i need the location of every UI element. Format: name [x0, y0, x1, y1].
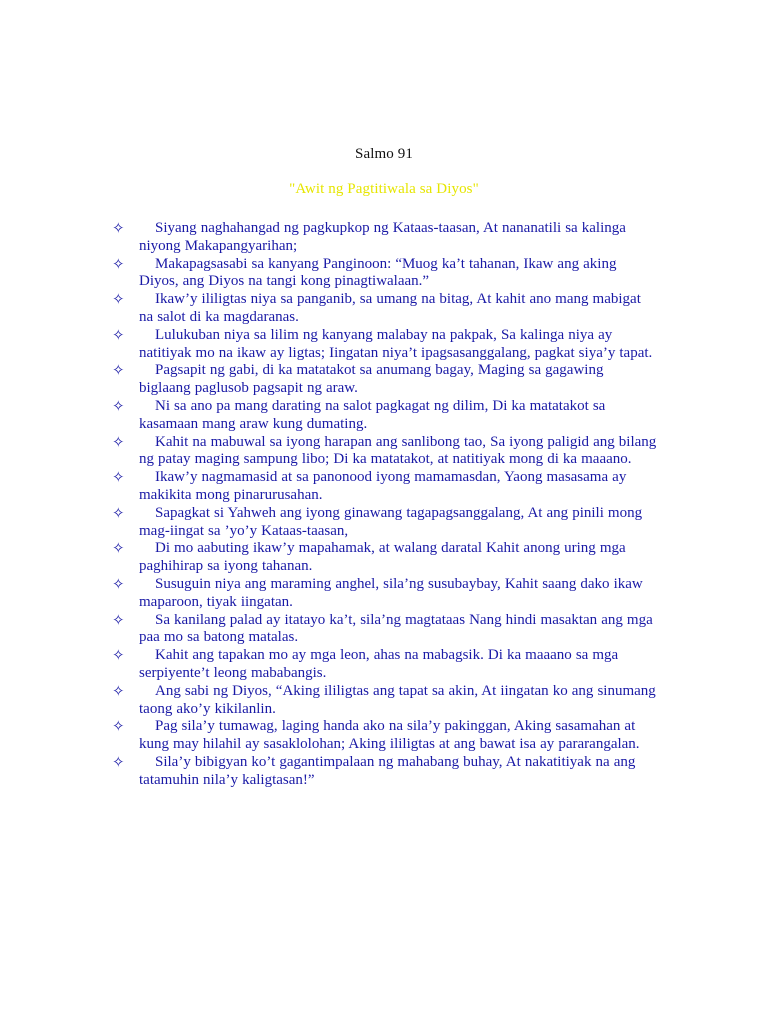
page-subtitle: "Awit ng Pagtitiwala sa Diyos"	[289, 181, 479, 197]
list-item	[112, 576, 657, 612]
list-item	[112, 398, 657, 434]
verse-text: Siyang naghahangad ng pagkupkop ng Kataas-taasan, At nananatili sa kalinga niyong Makapangyarihan;	[139, 220, 626, 254]
list-item	[112, 362, 657, 398]
list-item	[112, 505, 657, 541]
four-point-star-outline-icon: ✧	[112, 539, 125, 558]
four-point-star-outline-icon: ✧	[112, 254, 125, 273]
four-point-star-outline-icon: ✧	[112, 717, 125, 736]
four-point-star-outline-icon: ✧	[112, 646, 125, 665]
four-point-star-outline-icon: ✧	[112, 681, 125, 700]
list-item	[112, 612, 657, 648]
verse-text: Ni sa ano pa mang darating na salot pagkagat ng dilim, Di ka matatakot sa kasamaan mang araw kung dumating.	[139, 397, 606, 432]
four-point-star-outline-icon: ✧	[112, 610, 125, 629]
verse-text: Sa kanilang palad ay itatayo ka’t, sila’ng magtataas Nang hindi masaktan ang mga paa mo sa batong matalas.	[139, 611, 653, 646]
list-item	[112, 754, 657, 790]
verse-text: Kahit na mabuwal sa iyong harapan ang sanlibong tao, Sa iyong paligid ang bilang ng patay maging sampung libo; Di ka matatakot, at natitiyak mong di ka maaano.	[139, 433, 657, 468]
list-item	[112, 256, 657, 292]
four-point-star-outline-icon: ✧	[112, 752, 125, 771]
list-item	[112, 220, 657, 256]
verse-text: Makapagsasabi sa kanyang Panginoon: “Muog ka’t tahanan, Ikaw ang aking Diyos, ang Diyos na tangi kong pinagtiwalaan.”	[139, 255, 617, 290]
verse-text: Ang sabi ng Diyos, “Aking ililigtas ang tapat sa akin, At iingatan ko ang sinumang taong ako’y kikilanlin.	[139, 682, 656, 717]
four-point-star-outline-icon: ✧	[112, 503, 125, 522]
four-point-star-outline-icon: ✧	[112, 219, 125, 237]
verse-text: Lulukuban niya sa lilim ng kanyang malabay na pakpak, Sa kalinga niya ay natitiyak mo na ikaw ay ligtas; Iingatan niya’t ipagsasanggalang, pagkat siya’y tapat.	[139, 326, 653, 361]
four-point-star-outline-icon: ✧	[112, 325, 125, 344]
list-item	[112, 718, 657, 754]
four-point-star-outline-icon: ✧	[112, 361, 125, 380]
verse-text: Kahit ang tapakan mo ay mga leon, ahas na mabagsik. Di ka maaano sa mga serpiyente’t leong mababangis.	[139, 647, 619, 681]
verse-text: Sapagkat si Yahweh ang iyong ginawang tagapagsanggalang, At ang pinili mong mag-iingat sa ’yo’y Kataas-taasan,	[139, 504, 643, 539]
list-item	[112, 291, 657, 327]
verse-text: Ikaw’y nagmamasid at sa panonood iyong mamamasdan, Yaong masasama ay makikita mong pinarurusahan.	[139, 469, 627, 503]
list-item	[112, 327, 657, 363]
list-item	[112, 540, 657, 576]
verse-text: Sila’y bibigyan ko’t gagantimpalaan ng mahabang buhay, At nakatitiyak na ang tatamuhin nila’y kaligtasan!”	[139, 753, 636, 788]
list-item	[112, 469, 657, 505]
four-point-star-outline-icon: ✧	[112, 290, 125, 309]
verse-text: Ikaw’y ililigtas niya sa panganib, sa umang na bitag, At kahit ano mang mabigat na salot di ka magdaranas.	[139, 291, 641, 325]
verse-text: Pagsapit ng gabi, di ka matatakot sa anumang bagay, Maging sa gagawing biglaang paglusob pagsapit ng araw.	[139, 362, 604, 397]
page-title: Salmo 91	[355, 146, 413, 162]
four-point-star-outline-icon: ✧	[112, 468, 125, 487]
verse-text: Di mo aabuting ikaw’y mapahamak, at walang daratal Kahit anong uring mga paghihirap sa iyong tahanan.	[139, 540, 626, 575]
verse-list	[112, 220, 657, 790]
verse-text: Susuguin niya ang maraming anghel, sila’ng susubaybay, Kahit saang dako ikaw maparoon, tiyak iingatan.	[139, 575, 643, 610]
list-item	[112, 647, 657, 683]
verse-text: Pag sila’y tumawag, laging handa ako na sila’y pakinggan, Aking sasamahan at kung may hilahil ay sasaklolohan; Aking ililigtas at ang bawat isa ay pararangalan.	[139, 718, 640, 753]
list-item	[112, 434, 657, 470]
four-point-star-outline-icon: ✧	[112, 574, 125, 593]
list-item	[112, 683, 657, 719]
four-point-star-outline-icon: ✧	[112, 432, 125, 451]
four-point-star-outline-icon: ✧	[112, 396, 125, 415]
